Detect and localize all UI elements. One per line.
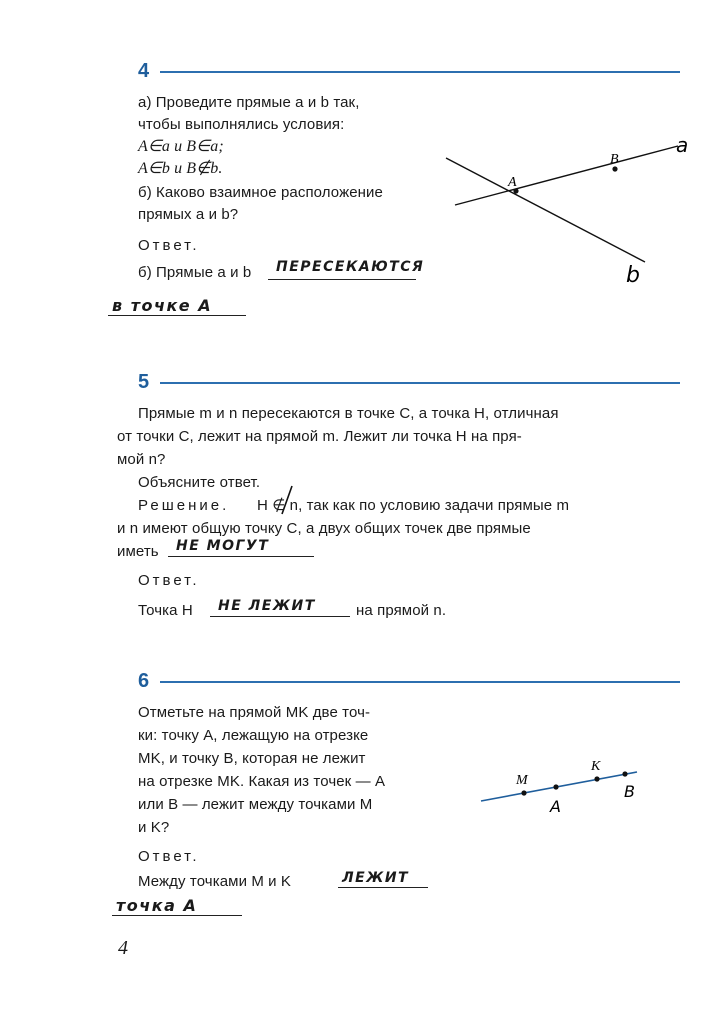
task-4-answer-prefix: б) Прямые a и b bbox=[138, 264, 252, 281]
task-5-answer-suffix: на прямой n. bbox=[356, 602, 447, 619]
task-5-line-4: Объясните ответ. bbox=[138, 474, 261, 491]
label-M-fig6: M bbox=[516, 773, 528, 788]
task-6-handwritten-answer-2: точка А bbox=[116, 896, 198, 915]
task-5-solution-line-3-prefix: иметь bbox=[117, 543, 159, 560]
task-6-answer-prefix: Между точками M и K bbox=[138, 873, 292, 890]
task-6-handwritten-answer-1: ЛЕЖИТ bbox=[342, 870, 410, 886]
task-4-line-6: прямых a и b? bbox=[138, 206, 239, 223]
label-b-fig4: b bbox=[626, 263, 640, 288]
task-6-line-3: MK, и точку B, которая не лежит bbox=[138, 750, 366, 767]
point-K-fig6 bbox=[594, 776, 599, 781]
task-4-answer-label: Ответ. bbox=[138, 237, 200, 254]
label-a-fig4: a bbox=[676, 133, 689, 157]
task-5-line-3: мой n? bbox=[117, 451, 166, 468]
task-4-line-1: а) Проведите прямые a и b так, bbox=[138, 94, 360, 111]
task-6-line-2: ки: точку A, лежащую на отрезке bbox=[138, 727, 369, 744]
task-6-line-4: на отрезке MK. Какая из точек — A bbox=[138, 773, 386, 790]
task-4-line-4: A∈b и B∉b. bbox=[138, 160, 223, 177]
task-4-number: 4 bbox=[138, 60, 150, 82]
task-5-answer-label: Ответ. bbox=[138, 572, 200, 589]
label-A-fig4: A bbox=[508, 175, 517, 190]
point-B-fig6 bbox=[622, 771, 627, 776]
label-B-fig6: B bbox=[624, 782, 635, 801]
task-4-handwritten-answer-1: ПЕРЕСЕКАЮТСЯ bbox=[276, 259, 425, 275]
label-K-fig6: K bbox=[591, 759, 601, 774]
task-5-answer-prefix: Точка H bbox=[138, 602, 193, 619]
task-6-line-5: или B — лежит между точками M bbox=[138, 796, 373, 813]
task-6-number: 6 bbox=[138, 670, 150, 692]
task-6-line-6: и K? bbox=[138, 819, 170, 836]
task-4-line-3: A∈a и B∈a; bbox=[138, 138, 224, 155]
page-number: 4 bbox=[118, 937, 128, 959]
label-B-fig4: B bbox=[610, 152, 619, 167]
task-5-number: 5 bbox=[138, 371, 150, 393]
task-4-line-2: чтобы выполнялись условия: bbox=[138, 116, 345, 133]
task-5-handwritten-answer: НЕ ЛЕЖИТ bbox=[218, 598, 316, 614]
task-6-answer-label: Ответ. bbox=[138, 848, 200, 865]
task-5-handwritten-solution: НЕ МОГУТ bbox=[176, 538, 270, 554]
point-M-fig6 bbox=[521, 790, 526, 795]
task-5-line-2: от точки C, лежит на прямой m. Лежит ли точка H на пря- bbox=[117, 428, 522, 445]
task-6-line-1: Отметьте на прямой MK две точ- bbox=[138, 704, 371, 721]
task-5-solution-line-2: и n имеют общую точку C, а двух общих точек две прямые bbox=[117, 520, 531, 537]
task-5-solution-label: Решение. bbox=[138, 497, 230, 514]
label-A-fig6: A bbox=[550, 797, 561, 816]
point-A-fig6 bbox=[553, 784, 558, 789]
task-4-handwritten-answer-2: в точке А bbox=[112, 296, 213, 315]
task-5-line-1: Прямые m и n пересекаются в точке C, а точка H, отличная bbox=[138, 405, 559, 422]
task-4-line-5: б) Каково взаимное расположение bbox=[138, 184, 383, 201]
task-5-solution-line-1: H ∉ n, так как по условию задачи прямые m bbox=[257, 497, 570, 514]
